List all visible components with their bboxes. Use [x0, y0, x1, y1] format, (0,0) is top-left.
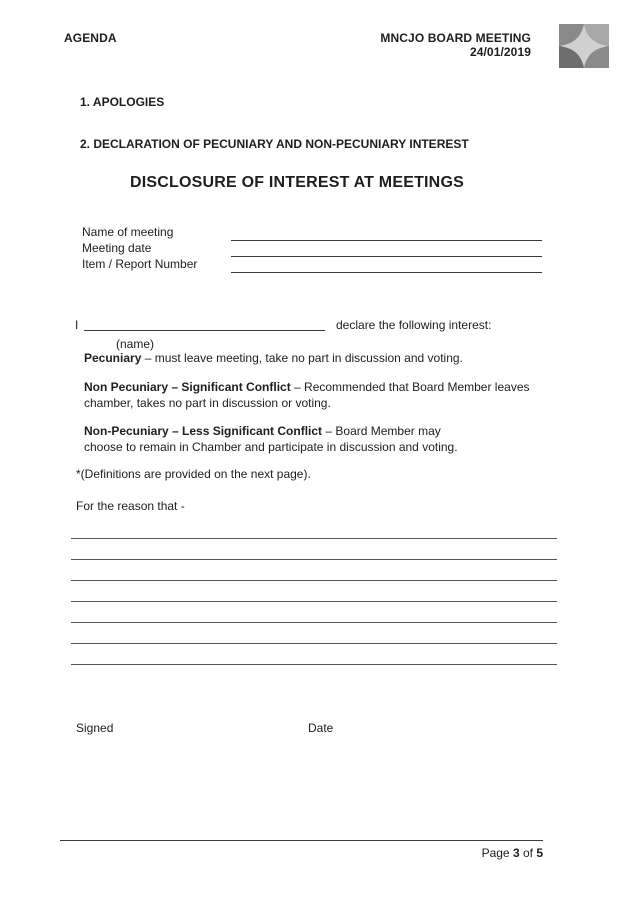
- pecuniary-term: Pecuniary: [84, 351, 142, 365]
- field-label-meeting-name: Name of meeting: [82, 225, 174, 239]
- agenda-item-declaration: 2. DECLARATION OF PECUNIARY AND NON-PECUNIARY INTEREST: [80, 137, 469, 151]
- page-current: 3: [512, 846, 520, 860]
- less-significant-text-1: – Board Member may: [322, 424, 441, 438]
- significant-conflict-definition: [84, 379, 530, 395]
- mncjo-logo-icon: [559, 24, 609, 68]
- reason-line[interactable]: [71, 538, 557, 539]
- declarant-name-line[interactable]: [84, 330, 325, 331]
- reason-line[interactable]: [71, 664, 557, 665]
- significant-conflict-term: Non Pecuniary – Significant Conflict: [84, 380, 291, 394]
- pecuniary-definition: [84, 350, 463, 366]
- reason-line[interactable]: [71, 559, 557, 560]
- page-of: of: [519, 846, 537, 860]
- agenda-item-apologies: 1. APOLOGIES: [80, 95, 165, 109]
- reason-line[interactable]: [71, 622, 557, 623]
- significant-conflict-text-2: chamber, takes no part in discussion or voting.: [84, 396, 331, 410]
- page-total: 5: [536, 846, 543, 860]
- less-significant-text-2: choose to remain in Chamber and participate in discussion and voting.: [84, 440, 458, 454]
- reason-line[interactable]: [71, 601, 557, 602]
- field-line-item-number[interactable]: [231, 272, 542, 273]
- page-indicator: [482, 845, 543, 861]
- less-significant-term: Non-Pecuniary – Less Significant Conflict: [84, 424, 323, 438]
- meeting-title: MNCJO BOARD MEETING: [380, 31, 531, 45]
- page-prefix: Page: [481, 846, 513, 860]
- reason-line[interactable]: [71, 643, 557, 644]
- less-significant-definition: [84, 423, 441, 439]
- declare-prefix: I: [75, 318, 79, 332]
- field-line-meeting-date[interactable]: [231, 256, 542, 257]
- field-label-meeting-date: Meeting date: [82, 241, 152, 255]
- reason-label: For the reason that -: [76, 499, 185, 513]
- field-line-meeting-name[interactable]: [231, 240, 542, 241]
- definitions-note: *(Definitions are provided on the next page).: [76, 467, 311, 481]
- date-label: Date: [308, 721, 334, 735]
- meeting-date: 24/01/2019: [469, 45, 531, 59]
- field-label-item-number: Item / Report Number: [82, 257, 198, 271]
- agenda-label: AGENDA: [64, 31, 117, 45]
- name-caption: (name): [116, 337, 155, 351]
- form-title: DISCLOSURE OF INTEREST AT MEETINGS: [130, 174, 464, 191]
- signed-label: Signed: [76, 721, 114, 735]
- pecuniary-text: – must leave meeting, take no part in discussion and voting.: [141, 351, 463, 365]
- reason-line[interactable]: [71, 580, 557, 581]
- declare-suffix: declare the following interest:: [336, 318, 492, 332]
- significant-conflict-text-1: – Recommended that Board Member leaves: [290, 380, 530, 394]
- footer-divider: [60, 840, 543, 841]
